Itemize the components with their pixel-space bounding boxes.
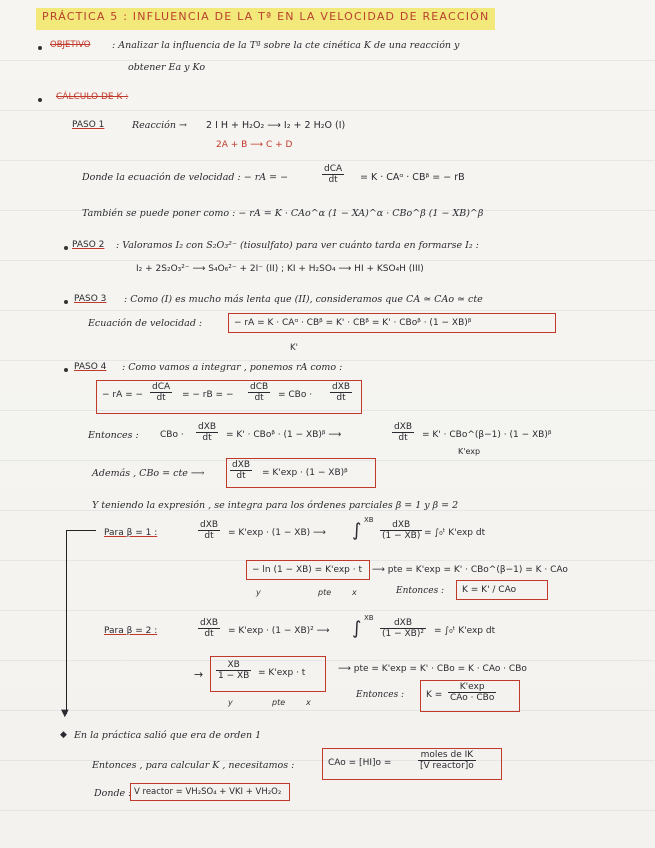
paso4-label: PASO 4	[74, 362, 107, 372]
bullet	[64, 300, 68, 304]
fraction-dcb-dt: dCB dt	[250, 382, 269, 403]
objetivo-text-2: obtener Ea y Ko	[128, 62, 206, 73]
kprime-label: K'	[290, 343, 298, 353]
objetivo-text: : Analizar la influencia de la Tª sobre la cte cinética K de una reacción y	[112, 40, 460, 51]
bullet	[64, 368, 68, 372]
axis-y-label: y	[256, 588, 261, 597]
paso1-equation: 2 I H + H₂O₂ ⟶ I₂ + 2 H₂O (I)	[206, 120, 346, 131]
paso1-reaccion: Reacción →	[132, 120, 187, 131]
beta2-integral-rhs: = ∫₀ᵗ K'exp dt	[434, 626, 496, 636]
beta1-equation: = K'exp · (1 − XB) ⟶	[228, 528, 326, 538]
fraction-kexp-over-cao-cbo: K'exp CAo · CBo	[450, 682, 495, 703]
paso4-text: : Como vamos a integrar , ponemos rA como :	[122, 362, 343, 373]
vreactor-text: V reactor = VH₂SO₄ + VKI + VH₂O₂	[134, 787, 282, 797]
arrow-right-icon: →	[194, 668, 204, 681]
fraction-dxb-dt: dXB dt	[200, 520, 219, 541]
arrow-down-icon: ▼	[61, 708, 69, 719]
beta1-integral-rhs: = ∫₀ᵗ K'exp dt	[424, 528, 486, 538]
paso1-abbreviation: 2A + B ⟶ C + D	[216, 140, 293, 150]
fraction-xb-over-1-xb: $\frac{XB}{1 - XB}$	[218, 660, 250, 681]
beta2-equation: = K'exp · (1 − XB)² ⟶	[228, 626, 330, 636]
boxed-rate-equation-text: − rA = K · CAᵅ · CBᵝ = K' · CBᵝ = K' · CBoᵝ · (1 − XB)ᵝ	[234, 318, 472, 328]
axis-pte-label: pte	[318, 588, 332, 597]
beta2-solution-mid: = K'exp · t	[258, 668, 306, 678]
integral-sign: ∫	[352, 520, 362, 541]
integration-intro: Y teniendo la expresión , se integra para los órdenes parciales β = 1 y β = 2	[92, 500, 459, 511]
paso2-text: : Valoramos I₂ con S₂O₃²⁻ (tiosulfato) para ver cuánto tarda en formarse I₂ :	[116, 240, 479, 251]
practica-text: En la práctica salió que era de orden 1	[74, 730, 262, 741]
flow-arrow-branch	[66, 530, 96, 531]
velocity-equation-label: Donde la ecuación de velocidad : − rA = −	[82, 172, 289, 183]
kexp-label: K'exp	[458, 447, 481, 456]
ademas-rhs: = K'exp · (1 − XB)ᵝ	[262, 468, 348, 478]
beta2-entonces: Entonces :	[356, 690, 405, 700]
objetivo-label: OBJETIVO	[50, 40, 91, 50]
fraction-dxb-dt: dXB dt	[198, 422, 217, 443]
calculo-heading: CÁLCULO DE K :	[56, 92, 129, 102]
entonces-middle: = K' · CBoᵝ · (1 − XB)ᵝ ⟶	[226, 430, 342, 440]
alternate-equation: También se puede poner como : − rA = K · CAo^α (1 − XA)^α · CBo^β (1 − XB)^β	[82, 208, 484, 219]
axis-x-label: x	[306, 698, 311, 707]
paso3-ec-label: Ecuación de velocidad :	[88, 318, 203, 329]
cao-lhs: CAo = [HI]o =	[328, 758, 392, 768]
rate-mid: = − rB = −	[182, 390, 234, 400]
axis-pte-label: pte	[272, 698, 286, 707]
fraction-dxb-dt: dXB dt	[232, 460, 251, 481]
practica-entonces: Entonces , para calcular K , necesitamos :	[92, 760, 295, 771]
fraction-moles-over-vreactor: moles de IK [V reactor]o	[420, 750, 474, 771]
rate-cbo: = CBo ·	[278, 390, 313, 400]
beta2-label: Para β = 2 :	[104, 626, 158, 636]
entonces-rhs: = K' · CBo^(β−1) · (1 − XB)ᵝ	[422, 430, 552, 440]
fraction-dca-dt: dCA dt	[324, 164, 343, 185]
ademas-text: Además , CBo = cte ⟶	[92, 468, 205, 479]
donde-label: Donde :	[94, 788, 132, 799]
page-title: PRÁCTICA 5 : INFLUENCIA DE LA Tª EN LA VELOCIDAD DE REACCIÓN	[36, 8, 495, 30]
beta1-solution-text: − ln (1 − XB) = K'exp · t	[252, 565, 362, 575]
beta1-label: Para β = 1 :	[104, 528, 158, 538]
fraction-integrand: dXB (1 − XB)	[382, 520, 421, 541]
star-bullet-icon: ◆	[60, 730, 67, 740]
entonces-cbo: CBo ·	[160, 430, 184, 440]
integral-limit: XB	[364, 614, 374, 622]
integral-limit: XB	[364, 516, 374, 524]
fraction-dxb-dt: dXB dt	[394, 422, 413, 443]
flow-arrow-line	[66, 530, 67, 714]
beta2-k-lhs: K =	[426, 690, 443, 700]
entonces-label: Entonces :	[88, 430, 139, 441]
fraction-dxb-dt: dXB dt	[200, 618, 219, 639]
fraction-dxb-dt: dXB dt	[332, 382, 351, 403]
paso3-label: PASO 3	[74, 294, 107, 304]
beta1-entonces: Entonces :	[396, 586, 445, 596]
bullet	[64, 246, 68, 250]
axis-x-label: x	[352, 588, 357, 597]
paso2-label: PASO 2	[72, 240, 105, 250]
bullet	[38, 46, 42, 50]
rate-lhs: − rA = −	[102, 390, 144, 400]
paso1-label: PASO 1	[72, 120, 105, 130]
integral-sign: ∫	[352, 618, 362, 639]
paso3-text: : Como (I) es mucho más lenta que (II), consideramos que CA ≃ CAo ≃ cte	[124, 294, 483, 305]
fraction-integrand: dXB (1 − XB)²	[382, 618, 424, 639]
beta1-slope: ⟶ pte = K'exp = K' · CBo^(β−1) = K · CAo	[372, 565, 568, 575]
paso2-equation: I₂ + 2S₂O₃²⁻ ⟶ S₄O₆²⁻ + 2I⁻ (II) ; KI + H₂SO₄ ⟶ HI + KSO₄H (III)	[136, 264, 424, 274]
beta1-k-text: K = K' / CAo	[462, 585, 517, 595]
fraction-dca-dt: dCA dt	[152, 382, 171, 403]
bullet	[38, 98, 42, 102]
beta2-slope: ⟶ pte = K'exp = K' · CBo = K · CAo · CBo	[338, 664, 527, 674]
axis-y-label: y	[228, 698, 233, 707]
velocity-equation-rhs: = K · CAᵅ · CBᵝ = − rB	[360, 172, 465, 183]
